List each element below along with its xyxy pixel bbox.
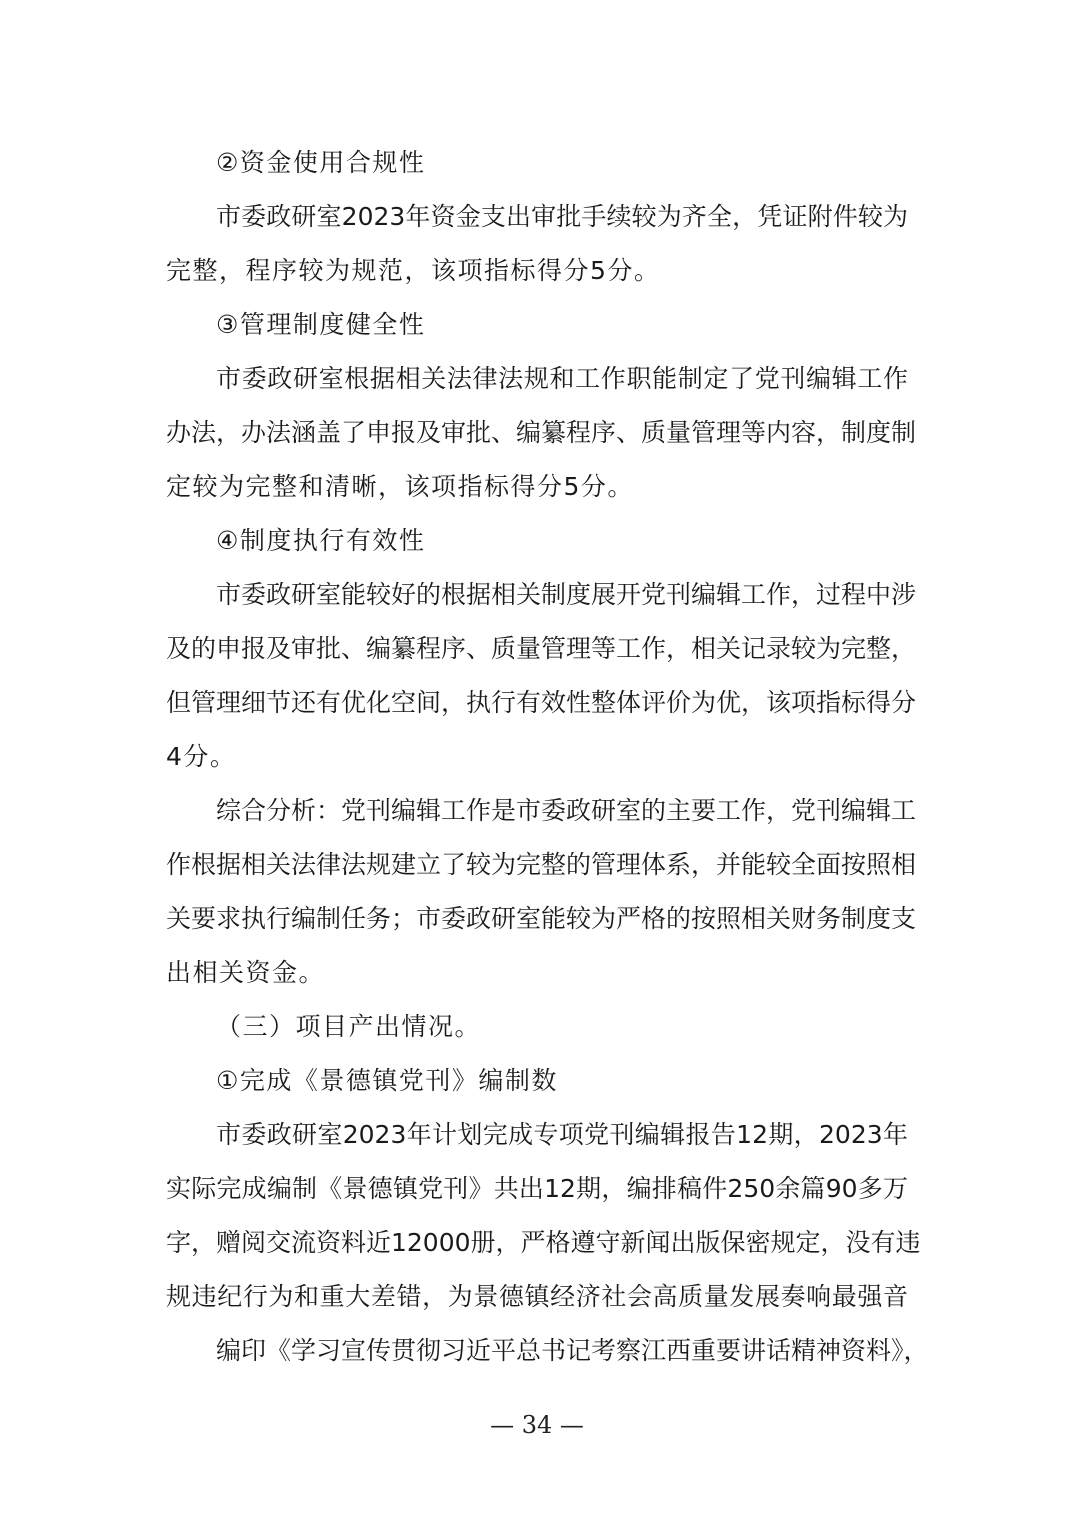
paragraph-line: 市委政研室2023年资金支出审批手续较为齐全，凭证附件较为 [216,202,908,231]
paragraph-line: 及的申报及审批、编纂程序、质量管理等工作，相关记录较为完整， [166,634,917,663]
paragraph-line: 作根据相关法律法规建立了较为完整的管理体系，并能较全面按照相 [166,850,917,879]
paragraph-line: 关要求执行编制任务；市委政研室能较为严格的按照相关财务制度支 [166,904,917,933]
subheading-fund-compliance: ②资金使用合规性 [216,148,426,177]
paragraph-line: 市委政研室能较好的根据相关制度展开党刊编辑工作，过程中涉 [216,580,917,609]
section-heading-project-output: （三）项目产出情况。 [216,1012,482,1041]
subheading-journal-count: ①完成《景德镇党刊》编制数 [216,1066,558,1095]
paragraph-line: 综合分析：党刊编辑工作是市委政研室的主要工作，党刊编辑工 [216,796,917,825]
paragraph-line: 定较为完整和清晰，该项指标得分5分。 [166,472,634,501]
paragraph-line: 出相关资金。 [166,958,326,987]
paragraph-line: 完整，程序较为规范，该项指标得分5分。 [166,256,661,285]
paragraph-line: 4分。 [166,742,237,771]
paragraph-line: 实际完成编制《景德镇党刊》共出12期，编排稿件250余篇90多万 [166,1174,908,1203]
page-number: — 34 — [490,1411,584,1439]
paragraph-line: 规违纪行为和重大差错，为景德镇经济社会高质量发展奏响最强音 [166,1282,908,1311]
paragraph-line: 办法，办法涵盖了申报及审批、编纂程序、质量管理等内容，制度制 [166,418,917,447]
subheading-system-execution: ④制度执行有效性 [216,526,426,555]
paragraph-line: 编印《学习宣传贯彻习近平总书记考察江西重要讲话精神资料》， [216,1336,929,1365]
paragraph-line: 字，赠阅交流资料近12000册，严格遵守新闻出版保密规定，没有违 [166,1228,921,1257]
paragraph-line: 但管理细节还有优化空间，执行有效性整体评价为优，该项指标得分 [166,688,917,717]
subheading-management-system: ③管理制度健全性 [216,310,426,339]
paragraph-line: 市委政研室根据相关法律法规和工作职能制定了党刊编辑工作 [216,364,908,393]
paragraph-line: 市委政研室2023年计划完成专项党刊编辑报告12期，2023年 [216,1120,908,1149]
